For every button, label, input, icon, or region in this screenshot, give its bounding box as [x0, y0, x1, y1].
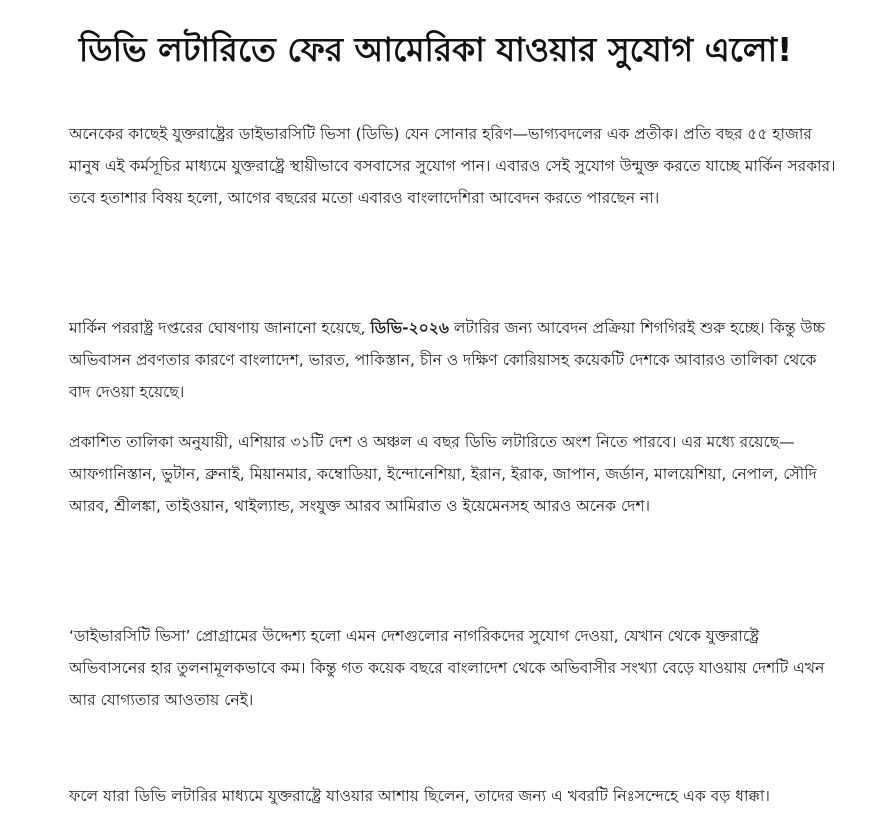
article-paragraph-5: ফলে যারা ডিভি লটারির মাধ্যমে যুক্তরাষ্ট্রে যাওয়ার আশায় ছিলেন, তাদের জন্য এ খবরটি নিঃসন্দেহে এক বড় ধাক্কা।	[69, 787, 770, 805]
article-paragraph-1: অনেকের কাছেই যুক্তরাষ্ট্রের ডাইভারসিটি ভিসা (ডিভি) যেন সোনার হরিণ—ভাগ্যবদলের এক প্রতীক। প্রতি বছর ৫৫ হাজার মানুষ এই কর্মসূচির মাধ্যমে যুক্তরাষ্ট্রে স্থায়ীভাবে বসবাসের সুযোগ পান। এবারও সেই সুযোগ উন্মুক্ত করতে যাচ্ছে মার্কিন সরকার। তবে হতাশার বিষয় হলো, আগের বছরের মতো এবারও বাংলাদেশিরা আবেদন করতে পারছেন না।	[69, 125, 836, 207]
article-paragraph-3: প্রকাশিত তালিকা অনুযায়ী, এশিয়ার ৩১টি দেশ ও অঞ্চল এ বছর ডিভি লটারিতে অংশ নিতে পারবে। এর মধ্যে রয়েছে—আফগানিস্তান, ভুটান, ব্রুনাই, মিয়ানমার, কম্বোডিয়া, ইন্দোনেশিয়া, ইরান, ইরাক, জাপান, জর্ডান, মালয়েশিয়া, নেপাল, সৌদি আরব, শ্রীলঙ্কা, তাইওয়ান, থাইল্যান্ড, সংযুক্ত আরব আমিরাত ও ইয়েমেনসহ আরও অনেক দেশ।	[69, 433, 817, 515]
article-paragraph-2	[69, 312, 839, 408]
article-title: ডিভি লটারিতে ফের আমেরিকা যাওয়ার সুযোগ এলো!	[78, 30, 793, 69]
paragraph-2-rest: লটারির জন্য আবেদন প্রক্রিয়া শিগগিরই শুরু হচ্ছে। কিন্তু উচ্চ অভিবাসন প্রবণতার কারণে বাংলাদেশ, ভারত, পাকিস্তান, চীন ও দক্ষিণ কোরিয়াসহ কয়েকটি দেশকে আবারও তালিকা থেকে বাদ দেওয়া হয়েছে।	[69, 319, 826, 401]
dv-2026-highlight: ডিভি-২০২৬	[370, 319, 449, 337]
paragraph-2-intro: মার্কিন পররাষ্ট্র দপ্তরের ঘোষণায় জানানো হয়েছে,	[69, 319, 371, 337]
article-paragraph-4: ‘ডাইভারসিটি ভিসা’ প্রোগ্রামের উদ্দেশ্য হলো এমন দেশগুলোর নাগরিকদের সুযোগ দেওয়া, যেখান থেকে যুক্তরাষ্ট্রে অভিবাসনের হার তুলনামূলকভাবে কম। কিন্তু গত কয়েক বছরে বাংলাদেশ থেকে অভিবাসীর সংখ্যা বেড়ে যাওয়ায় দেশটি এখন আর যোগ্যতার আওতায় নেই।	[69, 627, 825, 709]
